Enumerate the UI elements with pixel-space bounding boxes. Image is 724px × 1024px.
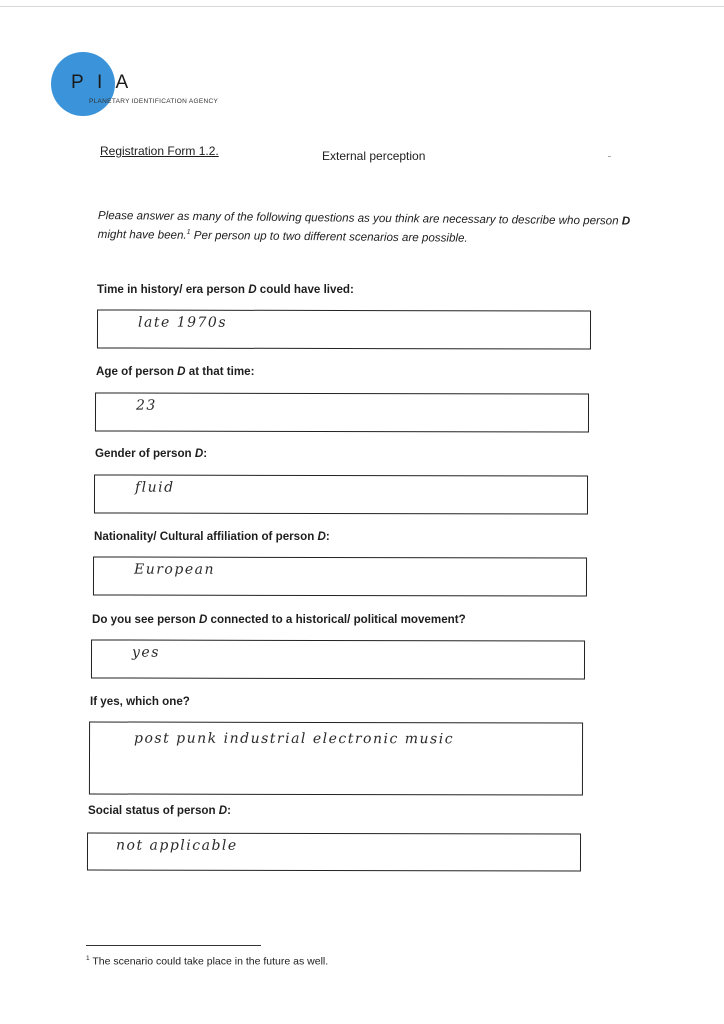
logo-letters: [71, 72, 129, 94]
question-nationality-person: D: [317, 530, 326, 543]
logo-letter-p: P: [71, 72, 85, 93]
logo-letter-i: I: [96, 72, 104, 93]
question-gender: [95, 447, 207, 460]
scan-speck: [608, 156, 611, 157]
footnote: [86, 955, 328, 968]
question-era-post: could have lived:: [256, 283, 354, 296]
question-age-pre: Age of person: [96, 365, 178, 378]
question-social-status: [88, 804, 231, 817]
question-movement-pre: Do you see person: [92, 613, 199, 626]
answer-nationality: European: [133, 561, 215, 578]
question-nationality-post: :: [325, 530, 330, 543]
question-social-status-person: D: [218, 804, 228, 817]
question-which-movement: [90, 695, 190, 708]
footnote-text: The scenario could take place in the future as well.: [89, 955, 329, 968]
question-age: [96, 365, 254, 378]
intro-part2: might have been.: [97, 227, 187, 242]
intro-person: D: [621, 214, 631, 228]
footnote-mark: 1: [86, 955, 90, 962]
scan-edge-line: [0, 6, 724, 7]
question-social-status-pre: Social status of person: [88, 804, 219, 817]
question-era: [97, 283, 354, 296]
question-age-post: at that time:: [185, 365, 255, 378]
question-gender-post: :: [203, 447, 208, 460]
answer-field-which-movement[interactable]: [89, 721, 583, 795]
question-era-person: D: [248, 283, 257, 296]
answer-age: 23: [135, 397, 157, 414]
answer-which-movement: post punk industrial electronic music: [134, 730, 455, 748]
answer-field-age[interactable]: [95, 392, 589, 432]
question-age-person: D: [177, 365, 186, 378]
intro-footnote-mark: 1: [186, 228, 191, 236]
intro-part1: Please answer as many of the following questions as you think are necessary to describe who person: [97, 208, 622, 228]
answer-movement: yes: [131, 644, 160, 661]
question-nationality-pre: Nationality/ Cultural affiliation of person: [94, 530, 318, 543]
question-social-status-post: :: [227, 804, 232, 817]
form-subtitle: External perception: [322, 149, 426, 163]
intro-paragraph: [98, 208, 658, 249]
question-gender-pre: Gender of person: [95, 447, 195, 460]
logo-subtitle: PLANETARY IDENTIFICATION AGENCY: [89, 98, 219, 105]
question-gender-person: D: [194, 447, 204, 460]
answer-era: late 1970s: [137, 314, 228, 331]
answer-field-era[interactable]: [97, 309, 591, 349]
footnote-rule: [86, 945, 261, 946]
form-title: Registration Form 1.2.: [100, 144, 219, 158]
question-nationality: [94, 530, 330, 543]
pia-logo: [51, 52, 251, 116]
question-movement-post: connected to a historical/ political movement?: [207, 613, 466, 626]
question-movement: [92, 613, 466, 626]
answer-field-movement[interactable]: [91, 639, 585, 679]
answer-field-gender[interactable]: [94, 474, 588, 514]
answer-field-social-status[interactable]: [87, 832, 581, 871]
question-which-movement-pre: If yes, which one?: [90, 695, 190, 708]
intro-part3: Per person up to two different scenarios are possible.: [190, 228, 468, 245]
logo-letter-a: A: [115, 72, 130, 93]
answer-field-nationality[interactable]: [93, 556, 587, 596]
answer-gender: fluid: [134, 479, 175, 496]
question-movement-person: D: [198, 613, 208, 626]
answer-social-status: not applicable: [115, 837, 238, 854]
question-era-pre: Time in history/ era person: [97, 283, 249, 296]
